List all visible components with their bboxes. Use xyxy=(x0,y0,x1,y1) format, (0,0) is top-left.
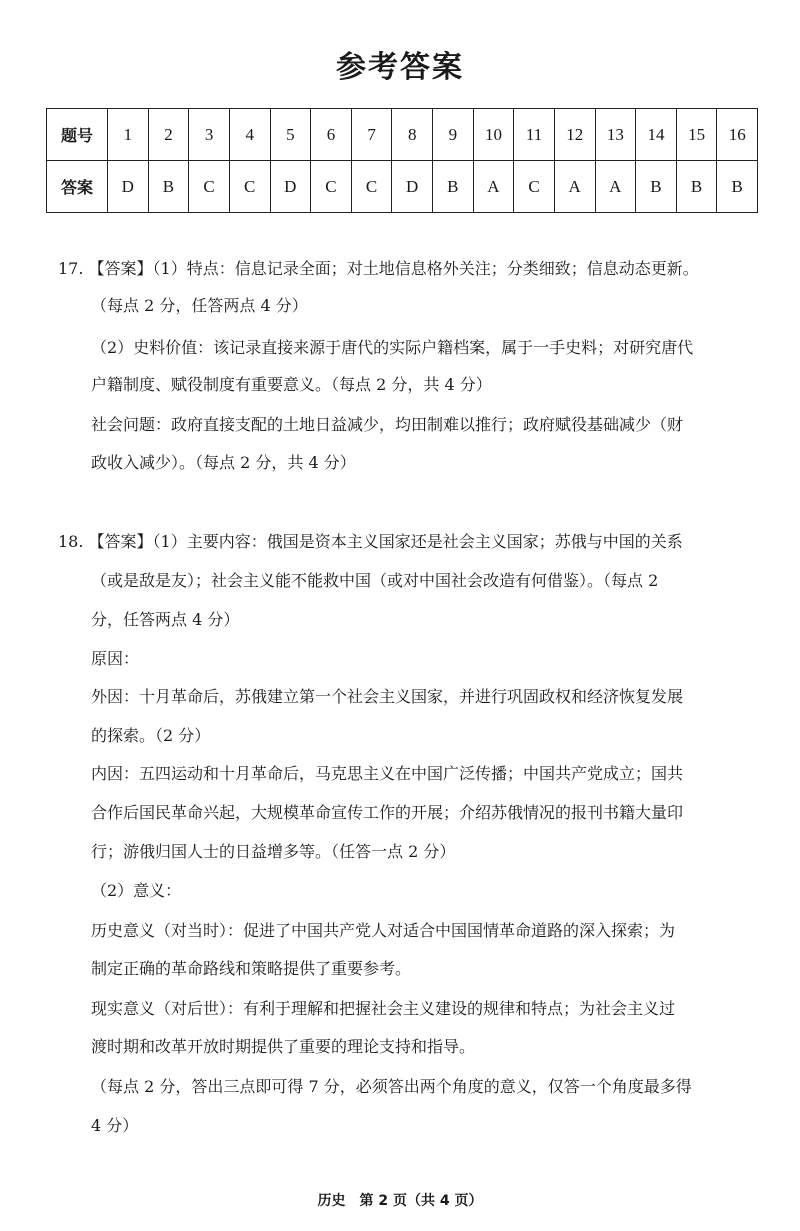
answer-table xyxy=(46,108,758,213)
q18-line: 历史意义（对当时）：促进了中国共产党人对适合中国国情革命道路的深入探索；为 xyxy=(91,921,676,940)
question-number: 7 xyxy=(351,109,392,161)
q18-line: 分，任答两点 4 分） xyxy=(91,610,240,629)
q18-line: 渡时期和改革开放时期提供了重要的理论支持和指导。 xyxy=(91,1037,476,1056)
question-number: 15 xyxy=(676,109,717,161)
q17-line: 17. 【答案】（1）特点：信息记录全面；对土地信息格外关注；分类细致；信息动态更新。 xyxy=(58,259,699,278)
question-number: 5 xyxy=(270,109,311,161)
q18-line: 内因：五四运动和十月革命后，马克思主义在中国广泛传播；中国共产党成立；国共 xyxy=(91,764,684,783)
question-number: 1 xyxy=(108,109,149,161)
answer-cell: D xyxy=(392,161,433,213)
q17-line: 政收入减少）。（每点 2 分，共 4 分） xyxy=(91,453,356,472)
row-header-number: 题号 xyxy=(47,109,108,161)
q18-line: 18. 【答案】（1）主要内容：俄国是资本主义国家还是社会主义国家；苏俄与中国的关系 xyxy=(58,532,683,551)
q17-line: （2）史料价值：该记录直接来源于唐代的实际户籍档案，属于一手史料；对研究唐代 xyxy=(91,338,694,357)
row-header-answer: 答案 xyxy=(47,161,108,213)
q18-line: 制定正确的革命路线和策略提供了重要参考。 xyxy=(91,959,412,978)
q18-line: 原因： xyxy=(91,649,140,668)
answer-cell: C xyxy=(514,161,555,213)
q18-line: 4 分） xyxy=(91,1116,139,1135)
answer-cell: B xyxy=(717,161,758,213)
answer-cell: D xyxy=(108,161,149,213)
question-number: 3 xyxy=(189,109,230,161)
answer-cell: A xyxy=(554,161,595,213)
question-number: 8 xyxy=(392,109,433,161)
answer-cell: B xyxy=(636,161,677,213)
answer-cell: A xyxy=(595,161,636,213)
q18-line: （每点 2 分，答出三点即可得 7 分，必须答出两个角度的意义，仅答一个角度最多得 xyxy=(91,1077,692,1096)
q18-line: 合作后国民革命兴起，大规模革命宣传工作的开展；介绍苏俄情况的报刊书籍大量印 xyxy=(91,803,684,822)
question-number-row xyxy=(47,109,758,161)
q17-line: 户籍制度、赋役制度有重要意义。（每点 2 分，共 4 分） xyxy=(91,375,492,394)
answer-cell: A xyxy=(473,161,514,213)
answer-cell: B xyxy=(676,161,717,213)
question-number: 16 xyxy=(717,109,758,161)
q18-line: （2）意义： xyxy=(91,881,182,900)
question-number: 4 xyxy=(229,109,270,161)
answer-cell: B xyxy=(433,161,474,213)
answer-cell: C xyxy=(311,161,352,213)
answer-cell: B xyxy=(148,161,189,213)
question-number: 6 xyxy=(311,109,352,161)
question-number: 12 xyxy=(554,109,595,161)
answer-row xyxy=(47,161,758,213)
question-number: 9 xyxy=(433,109,474,161)
answer-cell: C xyxy=(229,161,270,213)
q18-line: 行；游俄归国人士的日益增多等。（任答一点 2 分） xyxy=(91,842,456,861)
question-number: 10 xyxy=(473,109,514,161)
question-number: 2 xyxy=(148,109,189,161)
q17-line: 社会问题：政府直接支配的土地日益减少，均田制难以推行；政府赋役基础减少（财 xyxy=(91,415,684,434)
answer-cell: C xyxy=(189,161,230,213)
question-number: 11 xyxy=(514,109,555,161)
q18-line: 外因：十月革命后，苏俄建立第一个社会主义国家，并进行巩固政权和经济恢复发展 xyxy=(91,687,684,706)
q17-line: （每点 2 分，任答两点 4 分） xyxy=(91,296,308,315)
answer-cell: C xyxy=(351,161,392,213)
q18-line: 的探索。（2 分） xyxy=(91,726,211,745)
page-title: 参考答案 xyxy=(336,50,464,85)
q18-line: （或是敌是友）；社会主义能不能救中国（或对中国社会改造有何借鉴）。（每点 2 xyxy=(91,571,659,590)
page-footer: 历史 第 2 页（共 4 页） xyxy=(317,1193,483,1209)
q18-line: 现实意义（对后世）：有利于理解和把握社会主义建设的规律和特点；为社会主义过 xyxy=(91,999,676,1018)
question-number: 13 xyxy=(595,109,636,161)
question-number: 14 xyxy=(636,109,677,161)
answer-cell: D xyxy=(270,161,311,213)
